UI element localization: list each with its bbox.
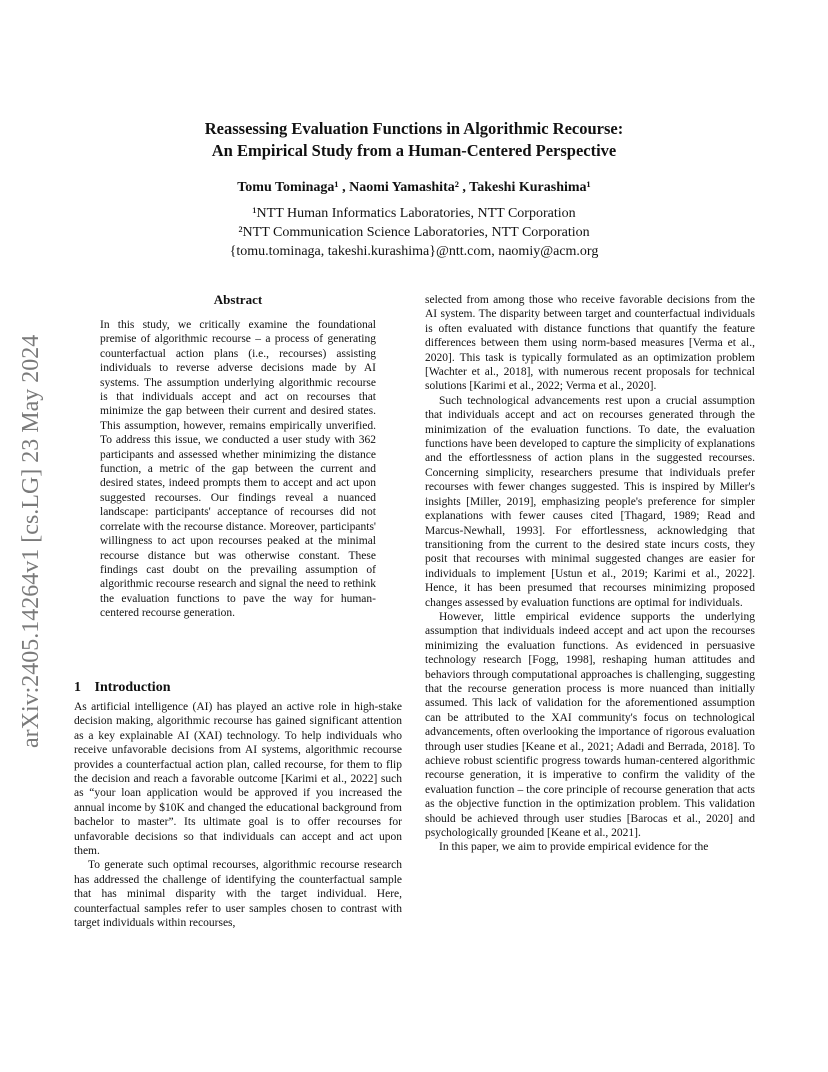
right-paragraph-3: However, little empirical evidence supports the underlying assumption that individuals indeed accept and act upon the recourses minimizing the evaluation functions. As evidenced in persuasive technology research [Fogg, 1998], reshaping human attitudes and behaviors through computational approaches is challenging, suggesting that the recourse generation process is more nuanced than initially assumed. This lack of validation for the aforementioned assumption can be attributed to the XAI community's focus on technological advancements, often overlooking the importance of rigorous evaluation through user studies [Keane et al., 2021; Adadi and Berrada, 2018]. To achieve robust scientific progress towards human-centered algorithmic recourse generation, it is imperative to confirm the validity of the evaluation function – the core principle of recourse generation that acts as the objective function in the optimization problem. This validation should be achieved through user studies [Barocas et al., 2020] and psychologically grounded [Keane et al., 2021]. — [425, 610, 755, 840]
affiliation-1: ¹NTT Human Informatics Laboratories, NTT Corporation — [252, 206, 576, 221]
right-paragraph-2: Such technological advancements rest upon a crucial assumption that individuals accept and act on recourses generated through the minimization of the evaluation functions. To date, the evaluation functions have been developed to capture the simplicity of explanations and the effortlessness of action plans in the suggested recourses. Concerning simplicity, researchers presume that individuals prefer recourses with fewer changes suggested. This is inspired by Miller's insights [Miller, 2019], emphasizing people's preference for simpler explanations with fewer causes cited [Thagard, 1989; Read and Marcus-Newhall, 1993]. For effortlessness, acknowledging that transitioning from the current to the desired state incurs costs, they posit that recourses with minimal suggested changes are easier for individuals to implement [Ustun et al., 2019; Karimi et al., 2022]. Hence, it has been presumed that recourses minimizing proposed changes assessed by evaluation functions are optimal for individuals. — [425, 394, 755, 609]
abstract-text: In this study, we critically examine the foundational premise of algorithmic recourse – a process of generating counterfactual action plans (i.e., recourses) assisting individuals to reverse adverse decisions made by AI systems. The assumption underlying algorithmic recourse is that individuals accept and act on recourses that minimize the gap between their current and desired states. This assumption, however, remains empirically unverified. To address this issue, we conducted a user study with 362 participants and assessed whether minimizing the distance function, a metric of the gap between the current and desired states, indeed prompts them to accept and act upon suggested recourses. Our findings reveal a nuanced landscape: participants' acceptance of recourses did not correlate with the recourse distance. Moreover, participants' willingness to act upon recourses peaked at the minimal recourse distance but was otherwise constant. These findings cast doubt on the prevailing assumption of algorithmic recourse research and signal the need to rethink the evaluation functions to pave the way for human-centered recourse generation. — [100, 319, 376, 620]
title-line-2: An Empirical Study from a Human-Centered Perspective — [211, 141, 617, 160]
paper-title — [0, 118, 828, 162]
arxiv-identifier: arXiv:2405.14264v1 [cs.LG] 23 May 2024 — [18, 334, 44, 748]
intro-paragraph-1: As artificial intelligence (AI) has played an active role in high-stake decision making, algorithmic recourse has gained significant attention as a key explainable AI (XAI) technology. To help individuals who receive unfavorable decisions from AI systems, algorithmic recourse provides a counterfactual action plan, called recourse, for them to flip the decision and reach a favorable outcome [Karimi et al., 2022] such as “your loan application would be approved if you increased the annual income by $10K and changed the educational background from bachelor to master”. Its ultimate goal is to offer recourses for unfavorable decisions so that individuals can accept and act upon them. — [74, 701, 402, 858]
section-heading — [74, 680, 170, 696]
affiliation-2: ²NTT Communication Science Laboratories, NTT Corporation — [238, 225, 590, 240]
section-number: 1 — [74, 680, 81, 695]
affiliations — [0, 204, 828, 261]
section-title: Introduction — [94, 680, 171, 695]
right-column — [425, 293, 755, 855]
abstract-heading: Abstract — [213, 292, 263, 307]
right-paragraph-1: selected from among those who receive favorable decisions from the AI system. The disparity between target and counterfactual individuals is often evaluated with distance functions that quantify the feature differences between them using norm-based measures [Verma et al., 2020]. This task is typically formulated as an optimization problem [Wachter et al., 2018], with numerous recent proposals for technical solutions [Karimi et al., 2022; Verma et al., 2020]. — [425, 294, 755, 393]
intro-left-column — [74, 700, 402, 931]
author-emails: {tomu.tominaga, takeshi.kurashima}@ntt.com, naomiy@acm.org — [229, 244, 599, 259]
title-line-1: Reassessing Evaluation Functions in Algorithmic Recourse: — [204, 119, 624, 138]
intro-paragraph-2: To generate such optimal recourses, algorithmic recourse research has addressed the challenge of identifying the counterfactual sample that has minimal disparity with the target individual. Here, counterfactual samples refer to user samples chosen to contrast with target individuals within recourses, — [74, 859, 402, 930]
right-paragraph-4: In this paper, we aim to provide empirical evidence for the — [439, 841, 709, 854]
author-list: Tomu Tominaga¹ , Naomi Yamashita² , Takeshi Kurashima¹ — [237, 180, 591, 195]
